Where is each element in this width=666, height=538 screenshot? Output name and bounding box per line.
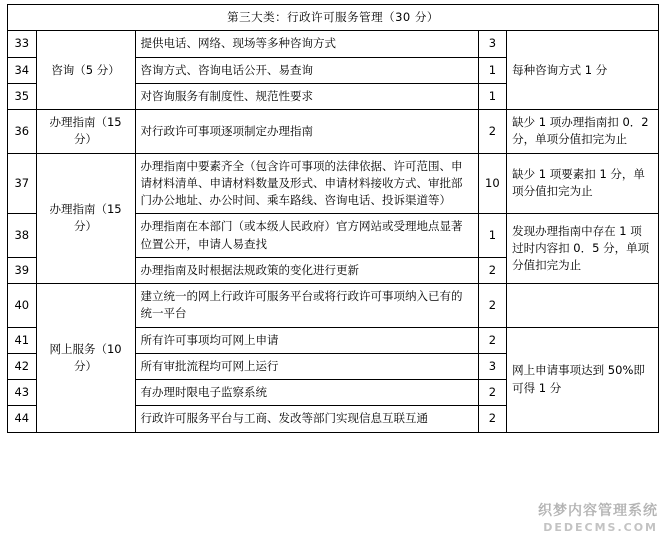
row-item: 提供电话、网络、现场等多种咨询方式 [135,31,478,57]
row-category: 办理指南（15 分） [36,110,135,154]
row-points: 3 [478,31,507,57]
row-note [507,284,659,328]
row-number: 40 [8,284,37,328]
row-item: 对咨询服务有制度性、规范性要求 [135,83,478,109]
watermark [538,500,658,534]
row-item: 所有审批流程均可网上运行 [135,353,478,379]
row-note: 缺少 1 项要素扣 1 分，单项分值扣完为止 [507,153,659,214]
row-points: 2 [478,380,507,406]
row-number: 44 [8,406,37,432]
row-category: 办理指南（15 分） [36,153,135,284]
row-number: 34 [8,57,37,83]
table-row [8,110,659,154]
row-number: 41 [8,327,37,353]
row-points: 1 [478,214,507,258]
row-points: 2 [478,406,507,432]
row-points: 1 [478,83,507,109]
row-note: 发现办理指南中存在 1 项过时内容扣 0．5 分，单项分值扣完为止 [507,214,659,284]
row-item: 对行政许可事项逐项制定办理指南 [135,110,478,154]
document-page [0,4,666,538]
watermark-main-text: 织梦内容管理系统 [538,503,658,519]
table-row [8,31,659,57]
row-points: 3 [478,353,507,379]
row-number: 33 [8,31,37,57]
row-item: 建立统一的网上行政许可服务平台或将行政许可事项纳入已有的统一平台 [135,284,478,328]
row-points: 10 [478,153,507,214]
watermark-sub-text: DEDECMS.COM [543,521,658,534]
row-item: 咨询方式、咨询电话公开、易查询 [135,57,478,83]
table-row [8,153,659,214]
table-row [8,284,659,328]
row-item: 办理指南及时根据法规政策的变化进行更新 [135,257,478,283]
row-number: 43 [8,380,37,406]
row-item: 有办理时限电子监察系统 [135,380,478,406]
row-number: 39 [8,257,37,283]
row-item: 行政许可服务平台与工商、发改等部门实现信息互联互通 [135,406,478,432]
row-number: 35 [8,83,37,109]
table-title: 第三大类：行政许可服务管理（30 分） [8,5,659,31]
row-note: 网上申请事项达到 50%即可得 1 分 [507,327,659,432]
row-category: 咨询（5 分） [36,31,135,110]
row-note: 缺少 1 项办理指南扣 0．2 分，单项分值扣完为止 [507,110,659,154]
row-number: 42 [8,353,37,379]
row-number: 37 [8,153,37,214]
row-points: 1 [478,57,507,83]
row-item: 办理指南在本部门（或本级人民政府）官方网站或受理地点显著位置公开，申请人易查找 [135,214,478,258]
table-title-row [8,5,659,31]
row-number: 38 [8,214,37,258]
row-item: 所有许可事项均可网上申请 [135,327,478,353]
row-number: 36 [8,110,37,154]
assessment-table [7,4,659,433]
table-body [8,5,659,433]
row-points: 2 [478,327,507,353]
row-item: 办理指南中要素齐全（包含许可事项的法律依据、许可范围、申请材料清单、申请材料数量及形式、申请材料接收方式、审批部门办公地址、办公时间、乘车路线、咨询电话、投诉渠道等） [135,153,478,214]
row-points: 2 [478,257,507,283]
row-category: 网上服务（10 分） [36,284,135,433]
row-points: 2 [478,110,507,154]
row-note: 每种咨询方式 1 分 [507,31,659,110]
row-points: 2 [478,284,507,328]
